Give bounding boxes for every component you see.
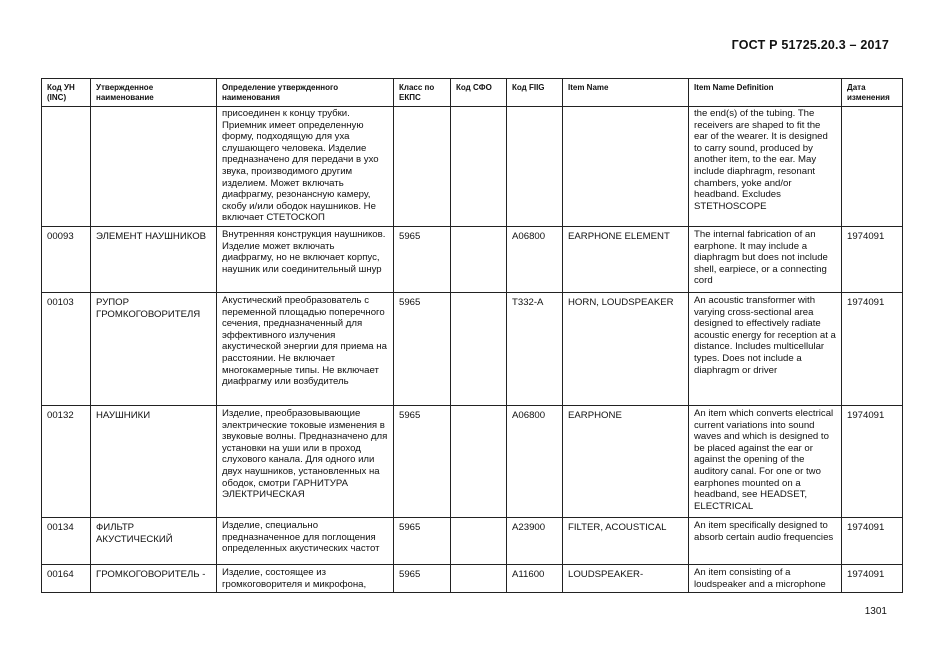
cell-fiig: A06800 (507, 226, 563, 292)
cell-code: 00164 (42, 564, 91, 592)
cell-item-definition: An acoustic transformer with varying cross-sectional area designed to effectively radiate acoustic energy for reception at a distance. Includes multicellular types. Does not include a diaphragm or driver (689, 292, 842, 405)
cell-nsc: 5965 (394, 517, 451, 564)
cell-item-definition: An item specifically designed to absorb certain audio frequencies (689, 517, 842, 564)
cell-item-definition: The internal fabrication of an earphone. It may include a diaphragm but does not include shell, earpiece, or a connecting cord (689, 226, 842, 292)
cell-sfo (451, 226, 507, 292)
cell-item-name: LOUDSPEAKER- (563, 564, 689, 592)
cell-nsc: 5965 (394, 405, 451, 517)
cell-definition: Изделие, преобразовывающие электрические токовые изменения в звуковые волны. Предназначено для установки на уши или в проход слухового канала. Для одного или двух наушников, установленных на ободок, смотри ГАРНИТУРА ЭЛЕКТРИЧЕСКАЯ (217, 405, 394, 517)
spec-table (41, 78, 903, 593)
cell-name: НАУШНИКИ (91, 405, 217, 517)
table-row (42, 292, 903, 405)
cell-item-name (563, 107, 689, 227)
cell-code: 00093 (42, 226, 91, 292)
cell-name: ЭЛЕМЕНТ НАУШНИКОВ (91, 226, 217, 292)
document-title: ГОСТ Р 51725.20.3 – 2017 (731, 38, 889, 52)
cell-item-name: EARPHONE ELEMENT (563, 226, 689, 292)
cell-item-definition: the end(s) of the tubing. The receivers are shaped to fit the ear of the wearer. It is designed to carry sound, produced by another item, to the ear. May include diaphragm, resonant chambers, yoke and/or headband. Excludes STETHOSCOPE (689, 107, 842, 227)
cell-item-name: HORN, LOUDSPEAKER (563, 292, 689, 405)
cell-item-name: FILTER, ACOUSTICAL (563, 517, 689, 564)
col-header-name: Утвержденное наименование (91, 79, 217, 107)
cell-code (42, 107, 91, 227)
col-header-date: Дата изменения (842, 79, 903, 107)
cell-nsc: 5965 (394, 564, 451, 592)
cell-fiig (507, 107, 563, 227)
cell-nsc (394, 107, 451, 227)
cell-sfo (451, 564, 507, 592)
cell-date (842, 107, 903, 227)
col-header-fiig: Код FIIG (507, 79, 563, 107)
cell-fiig: A06800 (507, 405, 563, 517)
cell-fiig: A23900 (507, 517, 563, 564)
cell-definition: Изделие, состоящее из громкоговорителя и микрофона, (217, 564, 394, 592)
table-row (42, 517, 903, 564)
table-row (42, 107, 903, 227)
cell-item-definition: An item which converts electrical current variations into sound waves and which is designed to be placed against the ear or against the opening of the auditory canal. For one or two earphones mounted on a headband, see HEADSET, ELECTRICAL (689, 405, 842, 517)
col-header-definition: Определение утвержденного наименования (217, 79, 394, 107)
cell-sfo (451, 107, 507, 227)
cell-sfo (451, 292, 507, 405)
cell-date: 1974091 (842, 292, 903, 405)
cell-date: 1974091 (842, 226, 903, 292)
cell-date: 1974091 (842, 564, 903, 592)
table-row (42, 564, 903, 592)
col-header-nsc: Класс по ЕКПС (394, 79, 451, 107)
cell-date: 1974091 (842, 517, 903, 564)
cell-name: ФИЛЬТР АКУСТИЧЕСКИЙ (91, 517, 217, 564)
col-header-code: Код УН (INC) (42, 79, 91, 107)
cell-code: 00103 (42, 292, 91, 405)
cell-definition: присоединен к концу трубки. Приемник имеет определенную форму, подходящую для уха слушающего человека. Изделие предназначено для передачи в ухо звука, производимого другим изделием. Может включать диафрагму, резонансную камеру, скобу и/или ободок наушников. Не включает СТЕТОСКОП (217, 107, 394, 227)
cell-code: 00134 (42, 517, 91, 564)
cell-nsc: 5965 (394, 226, 451, 292)
cell-fiig: A11600 (507, 564, 563, 592)
cell-definition: Внутренняя конструкция наушников. Изделие может включать диафрагму, но не включает корпус, наушник или соединительный шнур (217, 226, 394, 292)
cell-nsc: 5965 (394, 292, 451, 405)
cell-name: ГРОМКОГОВОРИТЕЛЬ - (91, 564, 217, 592)
cell-definition: Акустический преобразователь с переменной площадью поперечного сечения, предназначенный для эффективного излучения акустической энергии для приема на расстоянии. Не включает многокамерные типы. Не включает диафрагму или возбудитель (217, 292, 394, 405)
cell-definition: Изделие, специально предназначенное для поглощения определенных акустических частот (217, 517, 394, 564)
table-row (42, 226, 903, 292)
table-row (42, 405, 903, 517)
cell-sfo (451, 405, 507, 517)
cell-date: 1974091 (842, 405, 903, 517)
col-header-item-name: Item Name (563, 79, 689, 107)
col-header-sfo: Код СФО (451, 79, 507, 107)
cell-name: РУПОР ГРОМКОГОВОРИТЕЛЯ (91, 292, 217, 405)
cell-name (91, 107, 217, 227)
cell-item-name: EARPHONE (563, 405, 689, 517)
cell-fiig: T332-A (507, 292, 563, 405)
table-header (42, 79, 903, 107)
cell-code: 00132 (42, 405, 91, 517)
cell-sfo (451, 517, 507, 564)
cell-item-definition: An item consisting of a loudspeaker and a microphone (689, 564, 842, 592)
page-number: 1301 (864, 606, 887, 617)
col-header-item-definition: Item Name Definition (689, 79, 842, 107)
